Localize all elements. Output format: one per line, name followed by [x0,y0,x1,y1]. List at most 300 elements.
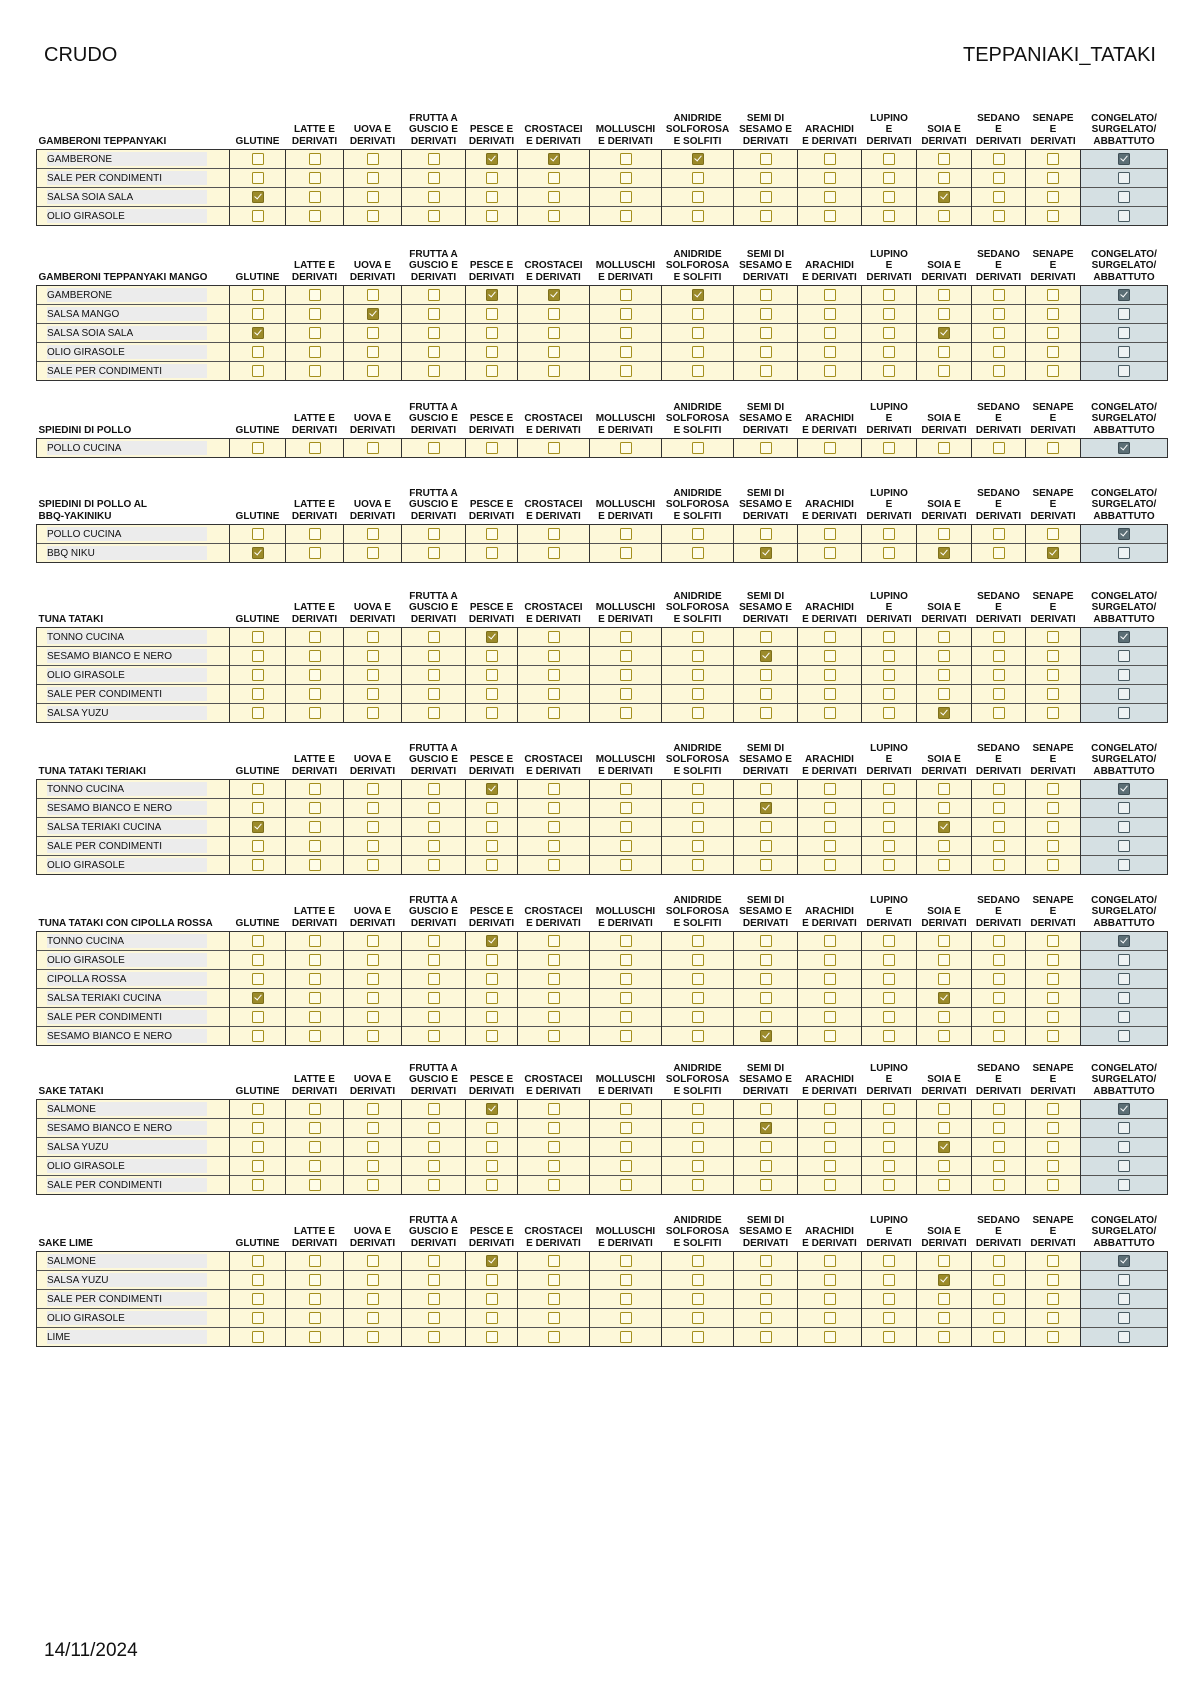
unchecked-checkbox-icon[interactable] [883,935,895,947]
unchecked-checkbox-icon[interactable] [309,172,321,184]
unchecked-checkbox-icon[interactable] [428,859,440,871]
unchecked-checkbox-icon[interactable] [938,631,950,643]
unchecked-checkbox-icon[interactable] [692,365,704,377]
unchecked-checkbox-icon[interactable] [309,327,321,339]
unchecked-checkbox-icon[interactable] [367,210,379,222]
unchecked-checkbox-icon[interactable] [883,1312,895,1324]
unchecked-checkbox-icon[interactable] [1118,707,1130,719]
unchecked-checkbox-icon[interactable] [1118,992,1130,1004]
unchecked-checkbox-icon[interactable] [1047,1331,1059,1343]
unchecked-checkbox-icon[interactable] [993,821,1005,833]
unchecked-checkbox-icon[interactable] [824,191,836,203]
unchecked-checkbox-icon[interactable] [883,1255,895,1267]
checked-checkbox-icon[interactable] [692,153,704,165]
unchecked-checkbox-icon[interactable] [486,973,498,985]
unchecked-checkbox-icon[interactable] [548,1122,560,1134]
unchecked-checkbox-icon[interactable] [1047,669,1059,681]
unchecked-checkbox-icon[interactable] [1118,821,1130,833]
unchecked-checkbox-icon[interactable] [548,783,560,795]
unchecked-checkbox-icon[interactable] [309,707,321,719]
unchecked-checkbox-icon[interactable] [486,1312,498,1324]
unchecked-checkbox-icon[interactable] [252,346,264,358]
unchecked-checkbox-icon[interactable] [883,821,895,833]
unchecked-checkbox-icon[interactable] [692,547,704,559]
checked-checkbox-icon[interactable] [252,547,264,559]
unchecked-checkbox-icon[interactable] [309,1293,321,1305]
unchecked-checkbox-icon[interactable] [620,346,632,358]
unchecked-checkbox-icon[interactable] [620,992,632,1004]
unchecked-checkbox-icon[interactable] [938,1160,950,1172]
unchecked-checkbox-icon[interactable] [486,365,498,377]
unchecked-checkbox-icon[interactable] [428,840,440,852]
unchecked-checkbox-icon[interactable] [309,1274,321,1286]
unchecked-checkbox-icon[interactable] [548,973,560,985]
checked-checkbox-icon[interactable] [486,153,498,165]
unchecked-checkbox-icon[interactable] [252,669,264,681]
unchecked-checkbox-icon[interactable] [692,707,704,719]
unchecked-checkbox-icon[interactable] [692,954,704,966]
unchecked-checkbox-icon[interactable] [824,669,836,681]
unchecked-checkbox-icon[interactable] [993,308,1005,320]
unchecked-checkbox-icon[interactable] [309,840,321,852]
unchecked-checkbox-icon[interactable] [883,688,895,700]
unchecked-checkbox-icon[interactable] [548,631,560,643]
unchecked-checkbox-icon[interactable] [760,631,772,643]
unchecked-checkbox-icon[interactable] [252,1160,264,1172]
unchecked-checkbox-icon[interactable] [620,1141,632,1153]
unchecked-checkbox-icon[interactable] [938,153,950,165]
unchecked-checkbox-icon[interactable] [1047,172,1059,184]
unchecked-checkbox-icon[interactable] [692,191,704,203]
unchecked-checkbox-icon[interactable] [620,935,632,947]
unchecked-checkbox-icon[interactable] [824,1122,836,1134]
unchecked-checkbox-icon[interactable] [428,172,440,184]
unchecked-checkbox-icon[interactable] [548,346,560,358]
unchecked-checkbox-icon[interactable] [883,1293,895,1305]
unchecked-checkbox-icon[interactable] [428,954,440,966]
unchecked-checkbox-icon[interactable] [548,1331,560,1343]
unchecked-checkbox-icon[interactable] [938,1011,950,1023]
unchecked-checkbox-icon[interactable] [938,688,950,700]
unchecked-checkbox-icon[interactable] [1118,1179,1130,1191]
unchecked-checkbox-icon[interactable] [824,1331,836,1343]
unchecked-checkbox-icon[interactable] [252,783,264,795]
unchecked-checkbox-icon[interactable] [486,1122,498,1134]
unchecked-checkbox-icon[interactable] [824,688,836,700]
unchecked-checkbox-icon[interactable] [692,1179,704,1191]
unchecked-checkbox-icon[interactable] [252,1255,264,1267]
unchecked-checkbox-icon[interactable] [883,191,895,203]
unchecked-checkbox-icon[interactable] [548,1312,560,1324]
unchecked-checkbox-icon[interactable] [309,191,321,203]
unchecked-checkbox-icon[interactable] [309,1331,321,1343]
unchecked-checkbox-icon[interactable] [938,1030,950,1042]
unchecked-checkbox-icon[interactable] [883,707,895,719]
unchecked-checkbox-icon[interactable] [760,308,772,320]
unchecked-checkbox-icon[interactable] [1047,308,1059,320]
unchecked-checkbox-icon[interactable] [367,1179,379,1191]
unchecked-checkbox-icon[interactable] [993,631,1005,643]
unchecked-checkbox-icon[interactable] [760,191,772,203]
unchecked-checkbox-icon[interactable] [548,308,560,320]
unchecked-checkbox-icon[interactable] [548,528,560,540]
unchecked-checkbox-icon[interactable] [309,1011,321,1023]
unchecked-checkbox-icon[interactable] [309,669,321,681]
unchecked-checkbox-icon[interactable] [309,688,321,700]
unchecked-checkbox-icon[interactable] [309,289,321,301]
unchecked-checkbox-icon[interactable] [1047,1312,1059,1324]
unchecked-checkbox-icon[interactable] [1047,992,1059,1004]
checked-checkbox-icon[interactable] [1118,153,1130,165]
checked-checkbox-icon[interactable] [252,821,264,833]
checked-checkbox-icon[interactable] [760,547,772,559]
unchecked-checkbox-icon[interactable] [692,528,704,540]
unchecked-checkbox-icon[interactable] [883,650,895,662]
unchecked-checkbox-icon[interactable] [760,1160,772,1172]
unchecked-checkbox-icon[interactable] [692,973,704,985]
unchecked-checkbox-icon[interactable] [428,802,440,814]
unchecked-checkbox-icon[interactable] [367,547,379,559]
unchecked-checkbox-icon[interactable] [824,1293,836,1305]
unchecked-checkbox-icon[interactable] [309,1160,321,1172]
unchecked-checkbox-icon[interactable] [1047,1255,1059,1267]
unchecked-checkbox-icon[interactable] [824,1179,836,1191]
unchecked-checkbox-icon[interactable] [548,954,560,966]
unchecked-checkbox-icon[interactable] [824,327,836,339]
unchecked-checkbox-icon[interactable] [428,1179,440,1191]
unchecked-checkbox-icon[interactable] [1118,346,1130,358]
checked-checkbox-icon[interactable] [1118,289,1130,301]
unchecked-checkbox-icon[interactable] [548,1274,560,1286]
unchecked-checkbox-icon[interactable] [309,346,321,358]
unchecked-checkbox-icon[interactable] [1118,973,1130,985]
unchecked-checkbox-icon[interactable] [548,547,560,559]
unchecked-checkbox-icon[interactable] [252,840,264,852]
unchecked-checkbox-icon[interactable] [938,954,950,966]
unchecked-checkbox-icon[interactable] [548,1141,560,1153]
unchecked-checkbox-icon[interactable] [1047,1179,1059,1191]
unchecked-checkbox-icon[interactable] [1118,1331,1130,1343]
unchecked-checkbox-icon[interactable] [252,1030,264,1042]
unchecked-checkbox-icon[interactable] [252,528,264,540]
unchecked-checkbox-icon[interactable] [938,650,950,662]
unchecked-checkbox-icon[interactable] [252,1141,264,1153]
unchecked-checkbox-icon[interactable] [1047,1122,1059,1134]
unchecked-checkbox-icon[interactable] [760,1312,772,1324]
checked-checkbox-icon[interactable] [252,191,264,203]
unchecked-checkbox-icon[interactable] [692,688,704,700]
unchecked-checkbox-icon[interactable] [1047,688,1059,700]
unchecked-checkbox-icon[interactable] [883,992,895,1004]
unchecked-checkbox-icon[interactable] [883,859,895,871]
unchecked-checkbox-icon[interactable] [620,840,632,852]
unchecked-checkbox-icon[interactable] [620,1293,632,1305]
unchecked-checkbox-icon[interactable] [1047,1141,1059,1153]
unchecked-checkbox-icon[interactable] [1118,191,1130,203]
unchecked-checkbox-icon[interactable] [824,1011,836,1023]
unchecked-checkbox-icon[interactable] [620,1030,632,1042]
unchecked-checkbox-icon[interactable] [428,688,440,700]
unchecked-checkbox-icon[interactable] [824,308,836,320]
unchecked-checkbox-icon[interactable] [824,707,836,719]
unchecked-checkbox-icon[interactable] [428,631,440,643]
unchecked-checkbox-icon[interactable] [428,442,440,454]
unchecked-checkbox-icon[interactable] [309,1122,321,1134]
unchecked-checkbox-icon[interactable] [428,821,440,833]
unchecked-checkbox-icon[interactable] [309,308,321,320]
unchecked-checkbox-icon[interactable] [620,1122,632,1134]
unchecked-checkbox-icon[interactable] [883,1141,895,1153]
unchecked-checkbox-icon[interactable] [486,669,498,681]
unchecked-checkbox-icon[interactable] [883,669,895,681]
unchecked-checkbox-icon[interactable] [1118,802,1130,814]
unchecked-checkbox-icon[interactable] [309,1312,321,1324]
unchecked-checkbox-icon[interactable] [938,1331,950,1343]
unchecked-checkbox-icon[interactable] [486,1011,498,1023]
unchecked-checkbox-icon[interactable] [428,289,440,301]
unchecked-checkbox-icon[interactable] [883,973,895,985]
unchecked-checkbox-icon[interactable] [486,547,498,559]
unchecked-checkbox-icon[interactable] [993,1103,1005,1115]
unchecked-checkbox-icon[interactable] [486,840,498,852]
unchecked-checkbox-icon[interactable] [367,783,379,795]
unchecked-checkbox-icon[interactable] [760,327,772,339]
unchecked-checkbox-icon[interactable] [760,1141,772,1153]
unchecked-checkbox-icon[interactable] [1118,688,1130,700]
unchecked-checkbox-icon[interactable] [1118,1122,1130,1134]
unchecked-checkbox-icon[interactable] [883,1011,895,1023]
unchecked-checkbox-icon[interactable] [993,783,1005,795]
unchecked-checkbox-icon[interactable] [252,1331,264,1343]
unchecked-checkbox-icon[interactable] [883,442,895,454]
unchecked-checkbox-icon[interactable] [309,210,321,222]
unchecked-checkbox-icon[interactable] [367,1030,379,1042]
unchecked-checkbox-icon[interactable] [1118,954,1130,966]
unchecked-checkbox-icon[interactable] [620,1011,632,1023]
unchecked-checkbox-icon[interactable] [367,191,379,203]
unchecked-checkbox-icon[interactable] [548,191,560,203]
unchecked-checkbox-icon[interactable] [993,1312,1005,1324]
unchecked-checkbox-icon[interactable] [824,954,836,966]
unchecked-checkbox-icon[interactable] [428,973,440,985]
unchecked-checkbox-icon[interactable] [760,821,772,833]
unchecked-checkbox-icon[interactable] [252,688,264,700]
checked-checkbox-icon[interactable] [1118,631,1130,643]
unchecked-checkbox-icon[interactable] [1047,327,1059,339]
unchecked-checkbox-icon[interactable] [367,688,379,700]
unchecked-checkbox-icon[interactable] [1047,821,1059,833]
unchecked-checkbox-icon[interactable] [367,1274,379,1286]
unchecked-checkbox-icon[interactable] [620,669,632,681]
unchecked-checkbox-icon[interactable] [309,547,321,559]
unchecked-checkbox-icon[interactable] [883,365,895,377]
unchecked-checkbox-icon[interactable] [428,707,440,719]
unchecked-checkbox-icon[interactable] [367,289,379,301]
unchecked-checkbox-icon[interactable] [938,802,950,814]
unchecked-checkbox-icon[interactable] [692,1331,704,1343]
unchecked-checkbox-icon[interactable] [309,1141,321,1153]
unchecked-checkbox-icon[interactable] [692,442,704,454]
unchecked-checkbox-icon[interactable] [428,1274,440,1286]
unchecked-checkbox-icon[interactable] [309,442,321,454]
unchecked-checkbox-icon[interactable] [692,1255,704,1267]
unchecked-checkbox-icon[interactable] [692,1274,704,1286]
unchecked-checkbox-icon[interactable] [1118,210,1130,222]
unchecked-checkbox-icon[interactable] [620,954,632,966]
unchecked-checkbox-icon[interactable] [1047,650,1059,662]
unchecked-checkbox-icon[interactable] [428,547,440,559]
unchecked-checkbox-icon[interactable] [883,153,895,165]
unchecked-checkbox-icon[interactable] [548,365,560,377]
unchecked-checkbox-icon[interactable] [1118,1011,1130,1023]
unchecked-checkbox-icon[interactable] [252,1122,264,1134]
unchecked-checkbox-icon[interactable] [252,172,264,184]
unchecked-checkbox-icon[interactable] [548,1179,560,1191]
checked-checkbox-icon[interactable] [760,1122,772,1134]
unchecked-checkbox-icon[interactable] [692,1312,704,1324]
unchecked-checkbox-icon[interactable] [367,365,379,377]
unchecked-checkbox-icon[interactable] [486,442,498,454]
unchecked-checkbox-icon[interactable] [1047,802,1059,814]
unchecked-checkbox-icon[interactable] [692,210,704,222]
unchecked-checkbox-icon[interactable] [824,1160,836,1172]
unchecked-checkbox-icon[interactable] [1047,153,1059,165]
unchecked-checkbox-icon[interactable] [993,954,1005,966]
unchecked-checkbox-icon[interactable] [692,1103,704,1115]
checked-checkbox-icon[interactable] [252,992,264,1004]
unchecked-checkbox-icon[interactable] [1118,308,1130,320]
unchecked-checkbox-icon[interactable] [760,1293,772,1305]
unchecked-checkbox-icon[interactable] [692,1030,704,1042]
unchecked-checkbox-icon[interactable] [824,289,836,301]
unchecked-checkbox-icon[interactable] [309,954,321,966]
unchecked-checkbox-icon[interactable] [883,289,895,301]
unchecked-checkbox-icon[interactable] [548,442,560,454]
unchecked-checkbox-icon[interactable] [1047,1011,1059,1023]
unchecked-checkbox-icon[interactable] [428,1011,440,1023]
unchecked-checkbox-icon[interactable] [760,1179,772,1191]
unchecked-checkbox-icon[interactable] [548,1293,560,1305]
unchecked-checkbox-icon[interactable] [367,1160,379,1172]
unchecked-checkbox-icon[interactable] [548,327,560,339]
unchecked-checkbox-icon[interactable] [620,289,632,301]
unchecked-checkbox-icon[interactable] [548,935,560,947]
unchecked-checkbox-icon[interactable] [824,802,836,814]
unchecked-checkbox-icon[interactable] [883,1160,895,1172]
unchecked-checkbox-icon[interactable] [620,528,632,540]
checked-checkbox-icon[interactable] [252,327,264,339]
unchecked-checkbox-icon[interactable] [620,973,632,985]
unchecked-checkbox-icon[interactable] [883,954,895,966]
unchecked-checkbox-icon[interactable] [548,1011,560,1023]
unchecked-checkbox-icon[interactable] [692,1293,704,1305]
unchecked-checkbox-icon[interactable] [760,210,772,222]
unchecked-checkbox-icon[interactable] [938,840,950,852]
unchecked-checkbox-icon[interactable] [1047,935,1059,947]
unchecked-checkbox-icon[interactable] [692,992,704,1004]
unchecked-checkbox-icon[interactable] [938,973,950,985]
unchecked-checkbox-icon[interactable] [1118,1312,1130,1324]
unchecked-checkbox-icon[interactable] [883,1103,895,1115]
unchecked-checkbox-icon[interactable] [993,650,1005,662]
unchecked-checkbox-icon[interactable] [993,365,1005,377]
unchecked-checkbox-icon[interactable] [620,210,632,222]
unchecked-checkbox-icon[interactable] [760,935,772,947]
unchecked-checkbox-icon[interactable] [252,802,264,814]
unchecked-checkbox-icon[interactable] [486,172,498,184]
unchecked-checkbox-icon[interactable] [760,365,772,377]
unchecked-checkbox-icon[interactable] [620,688,632,700]
unchecked-checkbox-icon[interactable] [692,669,704,681]
unchecked-checkbox-icon[interactable] [620,327,632,339]
unchecked-checkbox-icon[interactable] [692,802,704,814]
unchecked-checkbox-icon[interactable] [1047,954,1059,966]
unchecked-checkbox-icon[interactable] [309,650,321,662]
unchecked-checkbox-icon[interactable] [252,289,264,301]
unchecked-checkbox-icon[interactable] [1047,289,1059,301]
unchecked-checkbox-icon[interactable] [938,365,950,377]
unchecked-checkbox-icon[interactable] [883,308,895,320]
checked-checkbox-icon[interactable] [938,992,950,1004]
unchecked-checkbox-icon[interactable] [486,346,498,358]
unchecked-checkbox-icon[interactable] [692,840,704,852]
unchecked-checkbox-icon[interactable] [938,172,950,184]
unchecked-checkbox-icon[interactable] [824,1312,836,1324]
unchecked-checkbox-icon[interactable] [824,153,836,165]
checked-checkbox-icon[interactable] [692,289,704,301]
unchecked-checkbox-icon[interactable] [938,1255,950,1267]
unchecked-checkbox-icon[interactable] [1047,1274,1059,1286]
unchecked-checkbox-icon[interactable] [760,346,772,358]
unchecked-checkbox-icon[interactable] [1118,547,1130,559]
unchecked-checkbox-icon[interactable] [252,973,264,985]
unchecked-checkbox-icon[interactable] [993,859,1005,871]
unchecked-checkbox-icon[interactable] [428,346,440,358]
unchecked-checkbox-icon[interactable] [620,707,632,719]
unchecked-checkbox-icon[interactable] [883,802,895,814]
unchecked-checkbox-icon[interactable] [309,802,321,814]
checked-checkbox-icon[interactable] [1118,1255,1130,1267]
unchecked-checkbox-icon[interactable] [824,547,836,559]
unchecked-checkbox-icon[interactable] [252,1274,264,1286]
unchecked-checkbox-icon[interactable] [367,859,379,871]
unchecked-checkbox-icon[interactable] [824,631,836,643]
unchecked-checkbox-icon[interactable] [486,1160,498,1172]
unchecked-checkbox-icon[interactable] [428,210,440,222]
unchecked-checkbox-icon[interactable] [367,973,379,985]
unchecked-checkbox-icon[interactable] [486,954,498,966]
unchecked-checkbox-icon[interactable] [883,1179,895,1191]
unchecked-checkbox-icon[interactable] [367,528,379,540]
unchecked-checkbox-icon[interactable] [883,783,895,795]
unchecked-checkbox-icon[interactable] [252,631,264,643]
unchecked-checkbox-icon[interactable] [760,992,772,1004]
unchecked-checkbox-icon[interactable] [824,528,836,540]
unchecked-checkbox-icon[interactable] [1047,631,1059,643]
unchecked-checkbox-icon[interactable] [620,153,632,165]
checked-checkbox-icon[interactable] [548,153,560,165]
unchecked-checkbox-icon[interactable] [548,1160,560,1172]
unchecked-checkbox-icon[interactable] [883,840,895,852]
unchecked-checkbox-icon[interactable] [993,172,1005,184]
unchecked-checkbox-icon[interactable] [309,528,321,540]
checked-checkbox-icon[interactable] [486,289,498,301]
unchecked-checkbox-icon[interactable] [883,346,895,358]
unchecked-checkbox-icon[interactable] [486,1274,498,1286]
unchecked-checkbox-icon[interactable] [367,935,379,947]
checked-checkbox-icon[interactable] [938,1141,950,1153]
unchecked-checkbox-icon[interactable] [824,1274,836,1286]
